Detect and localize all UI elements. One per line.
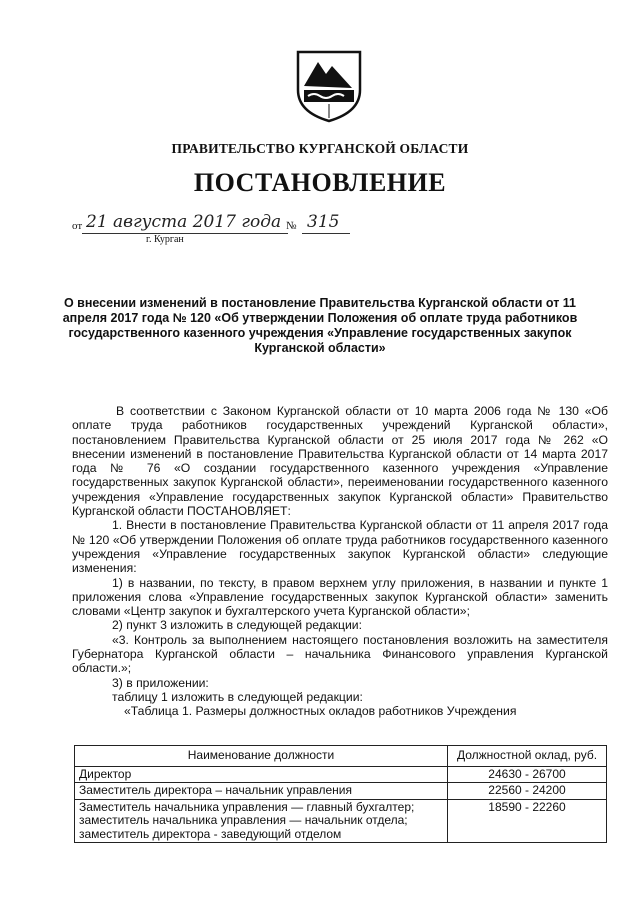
header-position: Наименование должности [75,746,448,767]
city-name: г. Курган [146,234,184,245]
header-salary: Должностной оклад, руб. [448,746,607,767]
handwritten-number: 315 [307,212,340,232]
date-underline [82,233,288,234]
table-row [75,766,607,783]
table-row [75,783,607,800]
government-name: ПРАВИТЕЛЬСТВО КУРГАНСКОЙ ОБЛАСТИ [171,141,469,156]
dateline [72,212,372,272]
document-heading: О внесении изменений в постановление Правительства Курганской области от 11 апреля 2017 года № 120 «Об утверждении Положения об оплате труда работников государственного казенного учреждения «Управление государственных закупок Курганской области» [62,296,578,355]
table-row [75,799,607,843]
cell-salary: 22560 - 24200 [448,783,607,800]
coat-of-arms-emblem [294,48,364,124]
paragraph-preamble: В соответствии с Законом Курганской области от 10 марта 2006 года № 130 «Об оплате труда работников государственных учреждений Курганской области», постановлением Правительства Курганской области от 25 июля 2017 года № 262 «О внесении изменений в постановление Правительства Курганской области от 14 марта 2017 года № 76 «О создании государственного казенного учреждения «Управление государственных закупок Курганской области», переименовании государственного казенного учреждения «Управление государственных закупок Курганской области» Правительство Курганской области ПОСТАНОВЛЯЕТ: [72,404,608,519]
cell-position: Директор [75,766,448,783]
table-caption: «Таблица 1. Размеры должностных окладов работников Учреждения [124,704,517,719]
paragraph-table-intro: таблицу 1 изложить в следующей редакции: [112,689,363,704]
paragraph-quote-3: «3. Контроль за выполнением настоящего постановления возложить на заместителя Губернатора Курганской области – начальника Финансового управления Курганской области.»; [72,632,608,676]
paragraph-subitem-2: 2) пункт 3 изложить в следующей редакции: [112,618,362,633]
table-header-row [75,746,607,767]
cell-salary: 18590 - 22260 [448,799,607,843]
handwritten-date: 21 августа 2017 года [86,212,282,232]
document-title: ПОСТАНОВЛЕНИЕ [193,168,447,197]
paragraph-subitem-1: 1) в названии, по тексту, в правом верхнем углу приложения, в названии и пункте 1 приложения слова «Управление государственных закупок Курганской области» заменить словами «Центр закупок и бухгалтерского учета Курганской области»; [72,575,608,619]
salary-table [74,745,607,843]
document-body [72,404,608,719]
cell-position: Заместитель директора – начальник управления [75,783,448,800]
number-underline [302,233,350,234]
paragraph-subitem-3: 3) в приложении: [112,675,209,690]
paragraph-item-1: 1. Внести в постановление Правительства Курганской области от 11 апреля 2017 года № 120 «Об утверждении Положения об оплате труда работников государственного казенного учреждения «Управление государственных закупок Курганской области» следующие изменения: [72,518,608,576]
date-prefix: от [72,220,83,232]
number-label: № [286,220,297,232]
cell-position: Заместитель начальника управления — главный бухгалтер; заместитель начальника управления — начальник отдела; заместитель директора - заведующий отделом [75,799,448,843]
cell-salary: 24630 - 26700 [448,766,607,783]
